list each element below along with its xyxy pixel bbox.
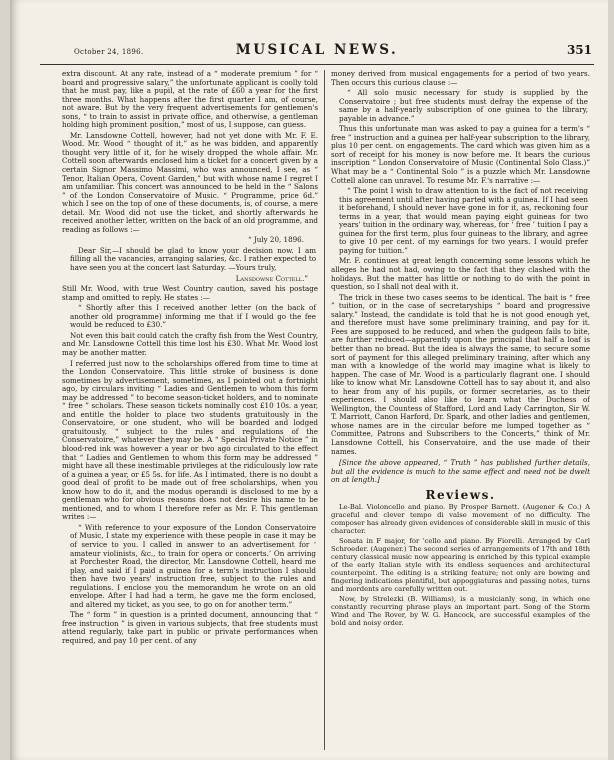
page-header	[40, 42, 594, 65]
paragraph: Thus this unfortunate man was asked to pay a guinea for a term's “ free ” instruction and a guinea per half-year subscription to the library, plus 10 per cent. on engagements. The card which was given him as a sort of receipt for his money is now before me. It bears the curious inscription “ London Conservatoire of Music (Continental Solo Class.)” What may be a “ Continental Solo ” is a puzzle which Mr. Lansdowne Cottell alone can unravel. To resume Mr. F.'s narrative :—	[331, 124, 590, 185]
header-date: October 24, 1896.	[74, 48, 144, 56]
reviews-list	[331, 503, 590, 627]
paragraph: “ The point I wish to draw attention to is the fact of not receiving this agreement until after having parted with a guinea. If I had seen it beforehand, I should never have gone in for it, as, reckoning four terms in a year, that would mean paying eight guineas for two years' tuition in the ordinary way, whereas, for ‘ free ’ tuition I pay a guinea for the first term, plus four guineas to the library, and agree to give 10 per cent. of my earnings for two years. I would prefer paying for tuition.”	[339, 186, 588, 255]
paragraph: The trick in these two cases seems to be identical. The bait is “ free ” tuition, or in the case of secretaryships “ board and progressive salary.” Instead, the candidate is told that he is not good enough yet, and therefore must have some preliminary training, and pay for it. Fees are supposed to be reduced, and when the gudgeon fails to bite, are further reduced—apparently upon the principal that half a loaf is better than no bread. But the idea is always the same, to secure some sort of payment for this alleged preliminary training, after which any man with a knowledge of the world may imagine what is likely to happen. The case of Mr. Wood is a particularly flagrant one. I should like to know what Mr. Lansdowne Cottell has to say about it, and also to hear from any of his pupils, or former secretaries, as to their experiences. I should also like to learn what the Duchess of Wellington, the Countess of Stafford, Lord and Lady Carrington, Sir W. T. Marriott, Canon Harford, Dr. Spark, and other ladies and gentlemen, whose names are in the circular before me lumped together as “ Committee, Patrons and Subscribers to the Concerts,” think of Mr. Lansdowne Cottell, his Conservatoire, and the use made of their names.	[331, 292, 590, 456]
review-item: Le-Bal. Violoncello and piano. By Prosper Barnett. (Augener & Co.) A graceful and clever tempo di valse movement of no difficulty. The composer has already given evidences of considerable skill in music of this character.	[331, 503, 590, 536]
paragraph: The “ form ” in question is a printed document, announcing that “ free instruction ” is given in various subjects, that free students must attend regularly, take part in public or private performances when required, and pay 10 per cent. of any	[62, 610, 318, 645]
paragraph: “ July 20, 1896.	[247, 235, 304, 245]
newspaper-page	[10, 0, 608, 760]
left-column	[62, 70, 318, 752]
paragraph: “ Shortly after this I received another letter (on the back of another old programme) informing me that if I would go the fee would be reduced to £30.”	[70, 303, 316, 330]
paragraph: Dear Sir,—I should be glad to know your decision now. I am filling all the vacancies, arranging salaries, &c. I rather expected to have seen you at the concert last Saturday. —Yours truly,	[70, 245, 316, 273]
paragraph: Lansdowne Cottell.”	[235, 273, 308, 283]
paragraph: extra discount. At any rate, instead of a “ moderate premium ” for “ board and progressive salary,” the unfortunate applicant is coolly told that he must pay, like a pupil, at the rate of £60 a year for the first three months. What happens after the first quarter I am, of course, not aware. But by the very frequent advertisements for gentlemen's sons, “ to train to assist in private office, and otherwise, a gentleman holding high prominent position,” most of us, I suppose, can guess.	[62, 70, 318, 130]
paragraph: Not even this bait could catch the crafty fish from the West Country, and Mr. Lansdowne Cottell this time lost his £30. What Mr. Wood lost may be another matter.	[62, 330, 318, 357]
header-page-number: 351	[566, 43, 592, 57]
reviews-heading: Reviews.	[425, 487, 496, 502]
paragraph: I referred just now to the scholarships offered from time to time at the London Conservatoire. This little stroke of business is done sometimes by advertisement, sometimes, as I pointed out a fortnight ago, by circulars inviting “ Ladies and Gentlemen to whom this form may be addressed ” to become season-ticket holders, and to nominate “ free ” scholars. These season tickets nominally cost £10 10s. a year, and entitle the holder to place two students gratuitously in the Conservatoire, or one student, who will be boarded and lodged gratuitously, “ subject to the rules and regulations of the Conservatoire,” whatever they may be. A “ Special Private Notice ” in blood-red ink was however a year or two ago circulated to the effect that “ Ladies and Gentlemen to whom this form may be addressed ” might have all these inestimable privileges at the ridiculously low rate of a guinea a year, or £5 5s. for life. As I intimated, there is no doubt a good deal of profit to be made out of free scholarships, when you know how to do it, and the modus operandi is disclosed to me by a gentleman who for obvious reasons does not desire his name to be mentioned, and to whom I therefore refer as Mr. F. This gentleman writes :—	[62, 358, 318, 522]
paragraph: “ With reference to your exposure of the London Conservatoire of Music, I state my experience with these people in case it may be of service to you. I called in answer to an advertisement for ‘ amateur violinists, &c., to train for opera or concerts.’ On arriving at Porchester Road, the director, Mr. Lansdowne Cottell, heard me play, and said if I paid a guinea for a term's instruction I should then have two years' instruction free, subject to the rules and regulations. I enclose you the memorandum he wrote on an old envelope. After I had had a term, he gave me the form enclosed, and altered my ticket, as you see, to go on for another term.”	[70, 522, 316, 609]
paragraph: Mr. Lansdowne Cottell, however, had not yet done with Mr. F. E. Wood. Mr. Wood “ thought of it,” as he was bidden, and apparently thought very little of it, for he wisely dropped the whole affair. Mr. Cottell soon afterwards enclosed him a ticket for a concert given by a certain Signor Massimo Massimi, who was announced, I see, as “ Tenor, Italian Opera, Covent Garden,” but with whose name I regret I am unfamiliar. This concert was announced to be held in the “ Salons ” of the London Conservatoire of Music. “ Programme, price 6d.” which I see on the top of one of these documents, is, of course, a mere detail. Mr. Wood did not use the ticket, and shortly afterwards he received another letter, written on the back of an old programme, and reading as follows :—	[62, 130, 318, 234]
paragraph: Still Mr. Wood, with true West Country caution, saved his postage stamp and omitted to reply. He states :—	[62, 284, 318, 302]
right-column-body	[331, 70, 590, 456]
column-rule	[324, 70, 325, 750]
review-item: Now, by Strelezki (B. Williams), is a musicianly song, in which one constantly recurring phrase plays an important part. Song of the Storm Wind and The Rover, by W. G. Hancock, are successful examples of the bold and noisy order.	[331, 595, 590, 628]
review-item: Sonata in F major, for 'cello and piano. By Fiorelli. Arranged by Carl Schroeder. (Augener.) The second series of arrangements of 17th and 18th century classical music now appearing is enriched by this typical example of the early Italian style with its endless sequences and architectural counterpoint. The editing is a striking feature; not only are bowing and fingering indications plentiful, but appoggiaturas and passing notes, turns and mordents are carefully written out.	[331, 537, 590, 594]
paragraph: “ All solo music necessary for study is supplied by the Conservatoire ; but free students must defray the expense of the same by a half-yearly subscription of one guinea to the library, payable in advance.”	[339, 88, 588, 123]
paragraph: Mr. F. continues at great length concerning some lessons which he alleges he had not had, owing to the fact that they clashed with the holidays. But the matter has little or nothing to do with the point in question, so I shall not deal with it.	[331, 256, 590, 292]
editor-note: [Since the above appeared, “ Truth ” has published further details, but all the evidence is much to the same effect and need not be dwelt on at length.]	[331, 458, 590, 485]
right-column	[331, 70, 590, 752]
header-title: MUSICAL NEWS.	[235, 42, 399, 58]
paragraph: money derived from musical engagements for a period of two years. Then occurs this curious clause :—	[331, 70, 590, 87]
